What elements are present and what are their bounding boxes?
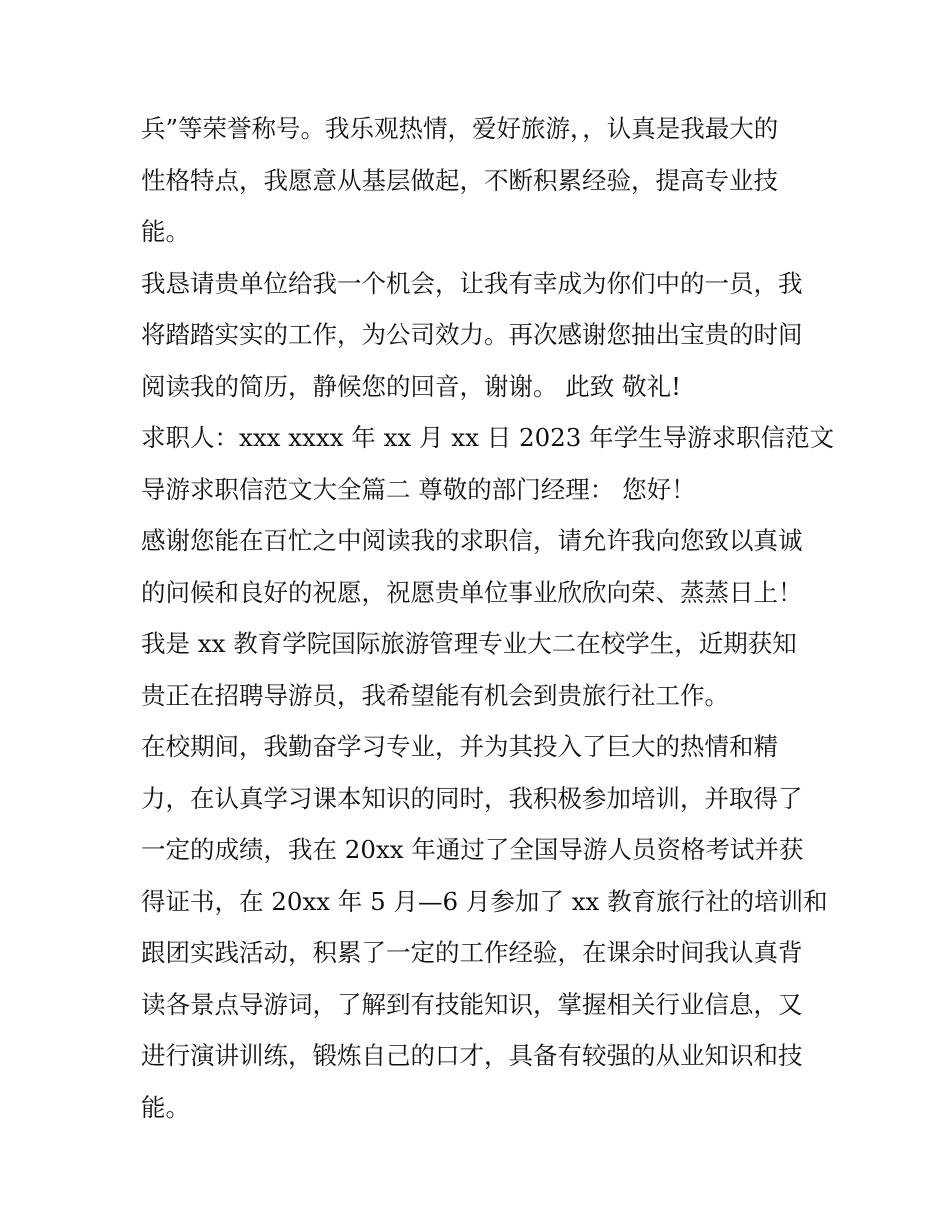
text-line: 在校期间，我勤奋学习专业，并为其投入了巨大的热情和精 [141, 732, 778, 761]
text-line: 力，在认真学习课本知识的同时，我积极参加培训，并取得了 [141, 783, 803, 813]
text-line: 求职人：xxx xxxx 年 xx 月 xx 日 2023 年学生导游求职信范文 [141, 423, 835, 452]
text-line: 得证书，在 20xx 年 5 月—6 月参加了 xx 教育旅行社的培训和 [141, 886, 828, 916]
text-line: 性格特点，我愿意从基层做起，不断积累经验，提高专业技 [141, 165, 778, 195]
text-line: 跟团实践活动，积累了一定的工作经验，在课余时间我认真背 [141, 938, 803, 967]
text-line: 我是 xx 教育学院国际旅游管理专业大二在校学生，近期获知 [141, 629, 797, 658]
text-line: 我恳请贵单位给我一个机会，让我有幸成为你们中的一员，我 [141, 268, 803, 298]
text-line: 能。 [141, 217, 190, 246]
text-line: 的问候和良好的祝愿，祝愿贵单位事业欣欣向荣、蒸蒸日上！ [141, 577, 803, 607]
text-line: 读各景点导游词，了解到有技能知识，掌握相关行业信息，又 [141, 989, 803, 1019]
text-line: 感谢您能在百忙之中阅读我的求职信，请允许我向您致以真诚 [141, 526, 803, 555]
document-body [141, 103, 835, 1133]
text-line: 兵”等荣誉称号。我乐观热情，爱好旅游，，认真是我最大的 [141, 114, 779, 143]
text-line: 进行演讲训练，锻炼自己的口才，具备有较强的从业知识和技 [141, 1041, 803, 1070]
text-line: 能。 [141, 1092, 190, 1122]
text-line: 阅读我的简历，静候您的回音，谢谢。 此致 敬礼! [141, 371, 681, 401]
text-line: 一定的成绩，我在 20xx 年通过了全国导游人员资格考试并获 [141, 835, 804, 864]
text-line: 将踏踏实实的工作，为公司效力。再次感谢您抽出宝贵的时间 [141, 320, 803, 349]
text-line: 贵正在招聘导游员，我希望能有机会到贵旅行社工作。 [141, 680, 729, 710]
text-line: 导游求职信范文大全篇二 尊敬的部门经理： 您好！ [141, 474, 696, 504]
